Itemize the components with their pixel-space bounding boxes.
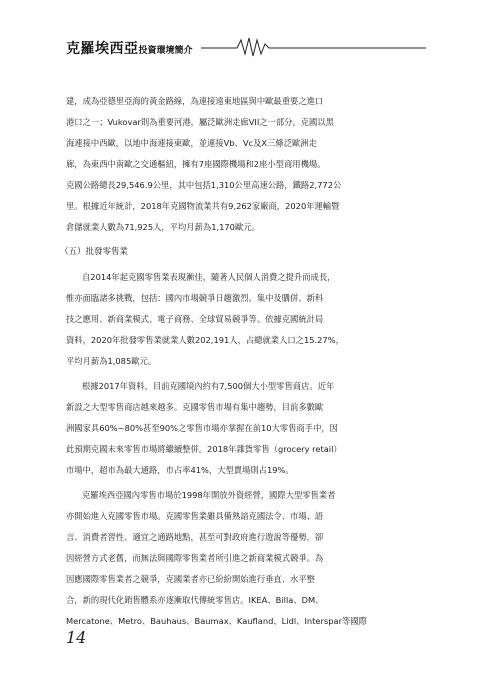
text-line: 港口之一；Vukovar則為重要河港，屬泛歐洲走廊VII之一部分。克國以黑 — [66, 117, 334, 127]
text-line: 倉儲就業人數為71,925人，平均月薪為1,170歐元。 — [66, 222, 260, 232]
paragraph-retail-overview — [66, 267, 426, 372]
paragraph-foreign-retailers — [66, 485, 426, 632]
text-line: 克國公路總長29,546.9公里，其中包括1,310公里高速公路，鐵路2,772公 — [66, 180, 342, 190]
text-line: 因應國際零售業者之競爭，克國業者亦已紛紛開始進行垂直、水平整 — [66, 574, 315, 584]
header-heartbeat-line-icon — [201, 34, 426, 58]
text-line: 因經營方式老舊，而無法與國際零售業者所引進之新商業模式競爭。為 — [66, 553, 324, 563]
text-line: 克羅埃西亞國內零售市場於1998年開放外資經營，國際大型零售業者 — [82, 490, 336, 500]
text-line: 海連接中西歐，以地中海連接東歐，並連接Vb、Vc及X三條泛歐洲走 — [66, 138, 317, 148]
text-line: 新設之大型零售商店越來越多。克國零售市場有集中趨勢，目前多數歐 — [66, 402, 324, 412]
header-title — [66, 38, 193, 58]
text-line: 根據2017年資料，目前克國境內約有7,500個大小型零售商店。近年 — [82, 381, 335, 391]
page-number: 14 — [66, 628, 87, 647]
text-line: Mercatone、Metro、Bauhaus、Baumax、Kaufland、Lidl、Interspar等國際 — [66, 616, 367, 626]
text-line: 建，成為亞德里亞海的黃金路線，為連接遠東地區與中歐最重要之進口 — [66, 96, 324, 106]
text-line: 廊，為東西中南歐之交通樞紐，擁有7座國際機場和2座小型商用機場。 — [66, 159, 326, 169]
paragraph-retail-market — [66, 376, 426, 481]
running-header — [66, 34, 426, 58]
text-line: 技之應用、新商業模式、電子商務、全球貿易競爭等。依據克國統計局 — [66, 314, 324, 324]
text-line: 合，新的現代化銷售體系亦逐漸取代傳統零售店。IKEA、Billa、DM、 — [66, 595, 324, 605]
header-subtitle: 投資環境簡介 — [138, 46, 193, 56]
text-line: 自2014年起克國零售業表現漸佳，隨著人民個人消費之提升而成長， — [82, 272, 336, 282]
paragraph-transport — [66, 91, 426, 238]
body-text — [60, 91, 426, 636]
text-line: 里。根據近年統計，2018年克國物流業共有9,262家廠商，2020年運輸暨 — [66, 201, 340, 211]
header-country: 克羅埃西亞 — [66, 41, 139, 57]
text-line: 此預期克國未來零售市場將繼續整併。2018年雜貨零售（grocery retail） — [66, 444, 342, 454]
text-line: 言、消費者習性、適宜之通路地點，甚至可對政府進行遊說等優勢，卻 — [66, 532, 324, 542]
text-line: 洲國家具60%~80%甚至90%之零售市場亦掌握在前10大零售商手中，因 — [66, 423, 338, 433]
section-heading: （五）批發零售業 — [60, 247, 129, 257]
text-line: 惟亦面臨諸多挑戰，包括：國內市場競爭日趨激烈、集中及購併、新科 — [66, 293, 324, 303]
text-line: 平均月薪為1,085歐元。 — [66, 356, 157, 366]
text-line: 市場中，超市為最大通路，市占率41%，大型賣場則占19%。 — [66, 465, 294, 475]
text-line: 資料，2020年批發零售業就業人數202,191人，占總就業人口之15.27%， — [66, 335, 344, 345]
text-line: 亦開始進入克國零售市場。克國零售業雖具備熟諳克國法令、市場、語 — [66, 511, 324, 521]
